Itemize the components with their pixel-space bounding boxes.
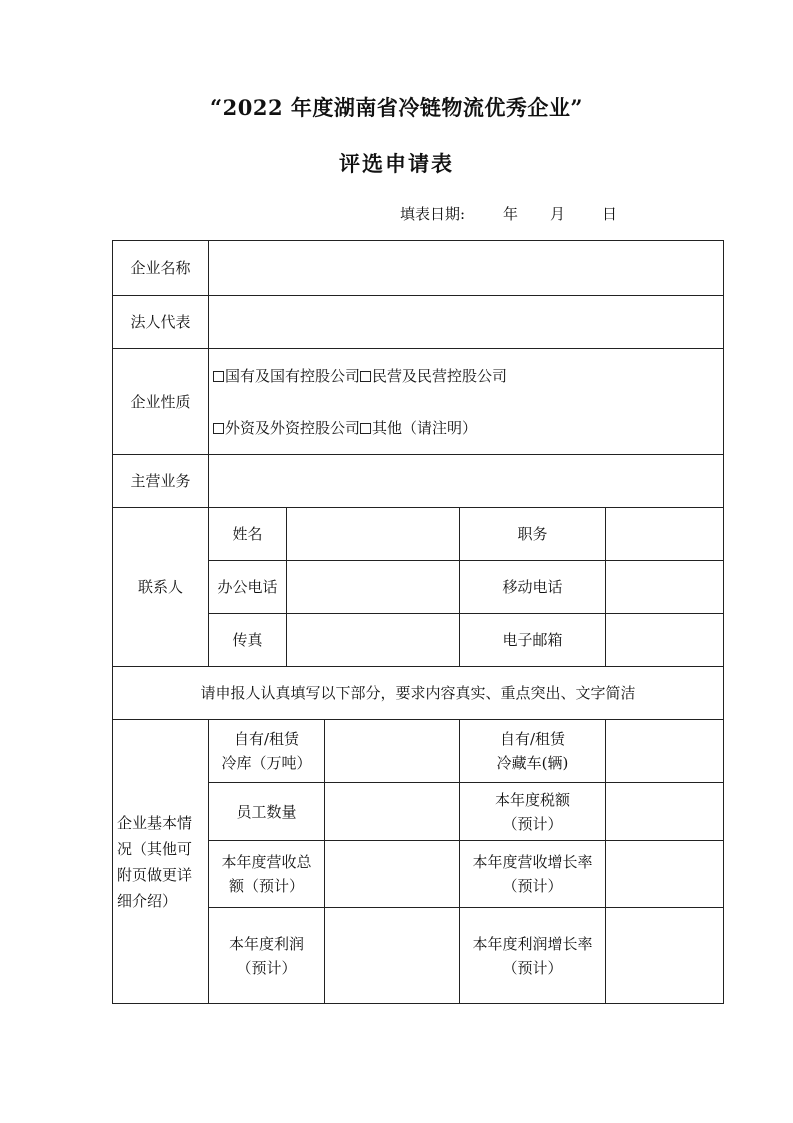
contact-name-label: 姓名: [209, 508, 287, 561]
office-phone-label: 办公电话: [209, 561, 287, 614]
employees-label-line1: 员工数量: [236, 802, 297, 821]
tax-label-line1: 本年度税额: [494, 790, 570, 809]
profit-growth-label: [460, 908, 606, 1004]
company-name-label: 企业名称: [113, 241, 209, 296]
fax-label: 传真: [209, 614, 287, 667]
row-main-business: [113, 455, 724, 508]
company-nature-options: [209, 349, 724, 455]
tax-label-line2: （预计）: [502, 814, 563, 833]
checkbox-other[interactable]: [360, 423, 371, 434]
revenue-label-line2: 额（预计）: [228, 877, 304, 895]
checkbox-private[interactable]: [360, 371, 371, 382]
profit-growth-field[interactable]: [606, 908, 724, 1004]
document-subtitle: 评选申请表: [339, 151, 454, 176]
option-other: 其他（请注明）: [372, 418, 478, 437]
fill-date-day: 日: [602, 205, 618, 223]
revenue-growth-label-line1: 本年度营收增长率: [472, 853, 593, 871]
contact-position-field[interactable]: [606, 508, 724, 561]
tax-label: [460, 783, 606, 841]
employees-label: [209, 783, 325, 841]
fax-field[interactable]: [287, 614, 460, 667]
contact-label: 联系人: [113, 508, 209, 667]
revenue-label-line1: 本年度营收总: [221, 853, 312, 871]
office-phone-field[interactable]: [287, 561, 460, 614]
revenue-growth-field[interactable]: [606, 841, 724, 908]
reefer-trucks-label-line2: 冷藏车(辆): [496, 754, 569, 772]
revenue-growth-label-line2: （预计）: [502, 877, 563, 895]
email-label: 电子邮箱: [460, 614, 606, 667]
row-contact-1: [113, 508, 724, 561]
revenue-field[interactable]: [325, 841, 460, 908]
profit-label: [209, 908, 325, 1004]
application-form: [112, 240, 724, 1004]
profit-growth-label-line1: 本年度利润增长率: [472, 934, 593, 953]
profit-label-line1: 本年度利润: [228, 934, 304, 953]
legal-rep-label: 法人代表: [113, 296, 209, 349]
basic-info-label: 企业基本情况（其他可附页做更详细介绍）: [113, 720, 209, 1004]
profit-label-line2: （预计）: [236, 958, 297, 977]
instruction-text: 请申报人认真填写以下部分，要求内容真实、重点突出、文字简洁: [113, 667, 724, 720]
checkbox-foreign[interactable]: [213, 423, 224, 434]
reefer-trucks-label-line1: 自有/租赁: [499, 730, 566, 748]
mobile-phone-label: 移动电话: [460, 561, 606, 614]
employees-field[interactable]: [325, 783, 460, 841]
profit-growth-label-line2: （预计）: [502, 958, 563, 977]
cold-storage-label-line1: 自有/租赁: [233, 730, 300, 748]
legal-rep-field[interactable]: [209, 296, 724, 349]
option-state-owned: 国有及国有控股公司: [225, 366, 361, 385]
main-business-field[interactable]: [209, 455, 724, 508]
contact-position-label: 职务: [460, 508, 606, 561]
email-field[interactable]: [606, 614, 724, 667]
checkbox-state-owned[interactable]: [213, 371, 224, 382]
fill-date-year: 年: [503, 205, 519, 223]
company-name-field[interactable]: [209, 241, 724, 296]
cold-storage-label: [209, 720, 325, 783]
reefer-trucks-label: [460, 720, 606, 783]
revenue-growth-label: [460, 841, 606, 908]
main-business-label: 主营业务: [113, 455, 209, 508]
option-foreign: 外资及外资控股公司: [225, 418, 361, 437]
document-title: “2022 年度湖南省冷链物流优秀企业”: [210, 95, 583, 120]
fill-date-label: 填表日期:: [400, 205, 466, 223]
cold-storage-field[interactable]: [325, 720, 460, 783]
contact-name-field[interactable]: [287, 508, 460, 561]
option-private: 民营及民营控股公司: [372, 366, 508, 385]
fill-date-month: 月: [550, 205, 566, 223]
revenue-label: [209, 841, 325, 908]
mobile-phone-field[interactable]: [606, 561, 724, 614]
tax-field[interactable]: [606, 783, 724, 841]
row-company-name: [113, 241, 724, 296]
row-company-nature: [113, 349, 724, 455]
cold-storage-label-line2: 冷库（万吨）: [221, 754, 312, 772]
row-legal-rep: [113, 296, 724, 349]
row-basic-1: [113, 720, 724, 783]
profit-field[interactable]: [325, 908, 460, 1004]
company-nature-label: 企业性质: [113, 349, 209, 455]
reefer-trucks-field[interactable]: [606, 720, 724, 783]
row-instruction: [113, 667, 724, 720]
